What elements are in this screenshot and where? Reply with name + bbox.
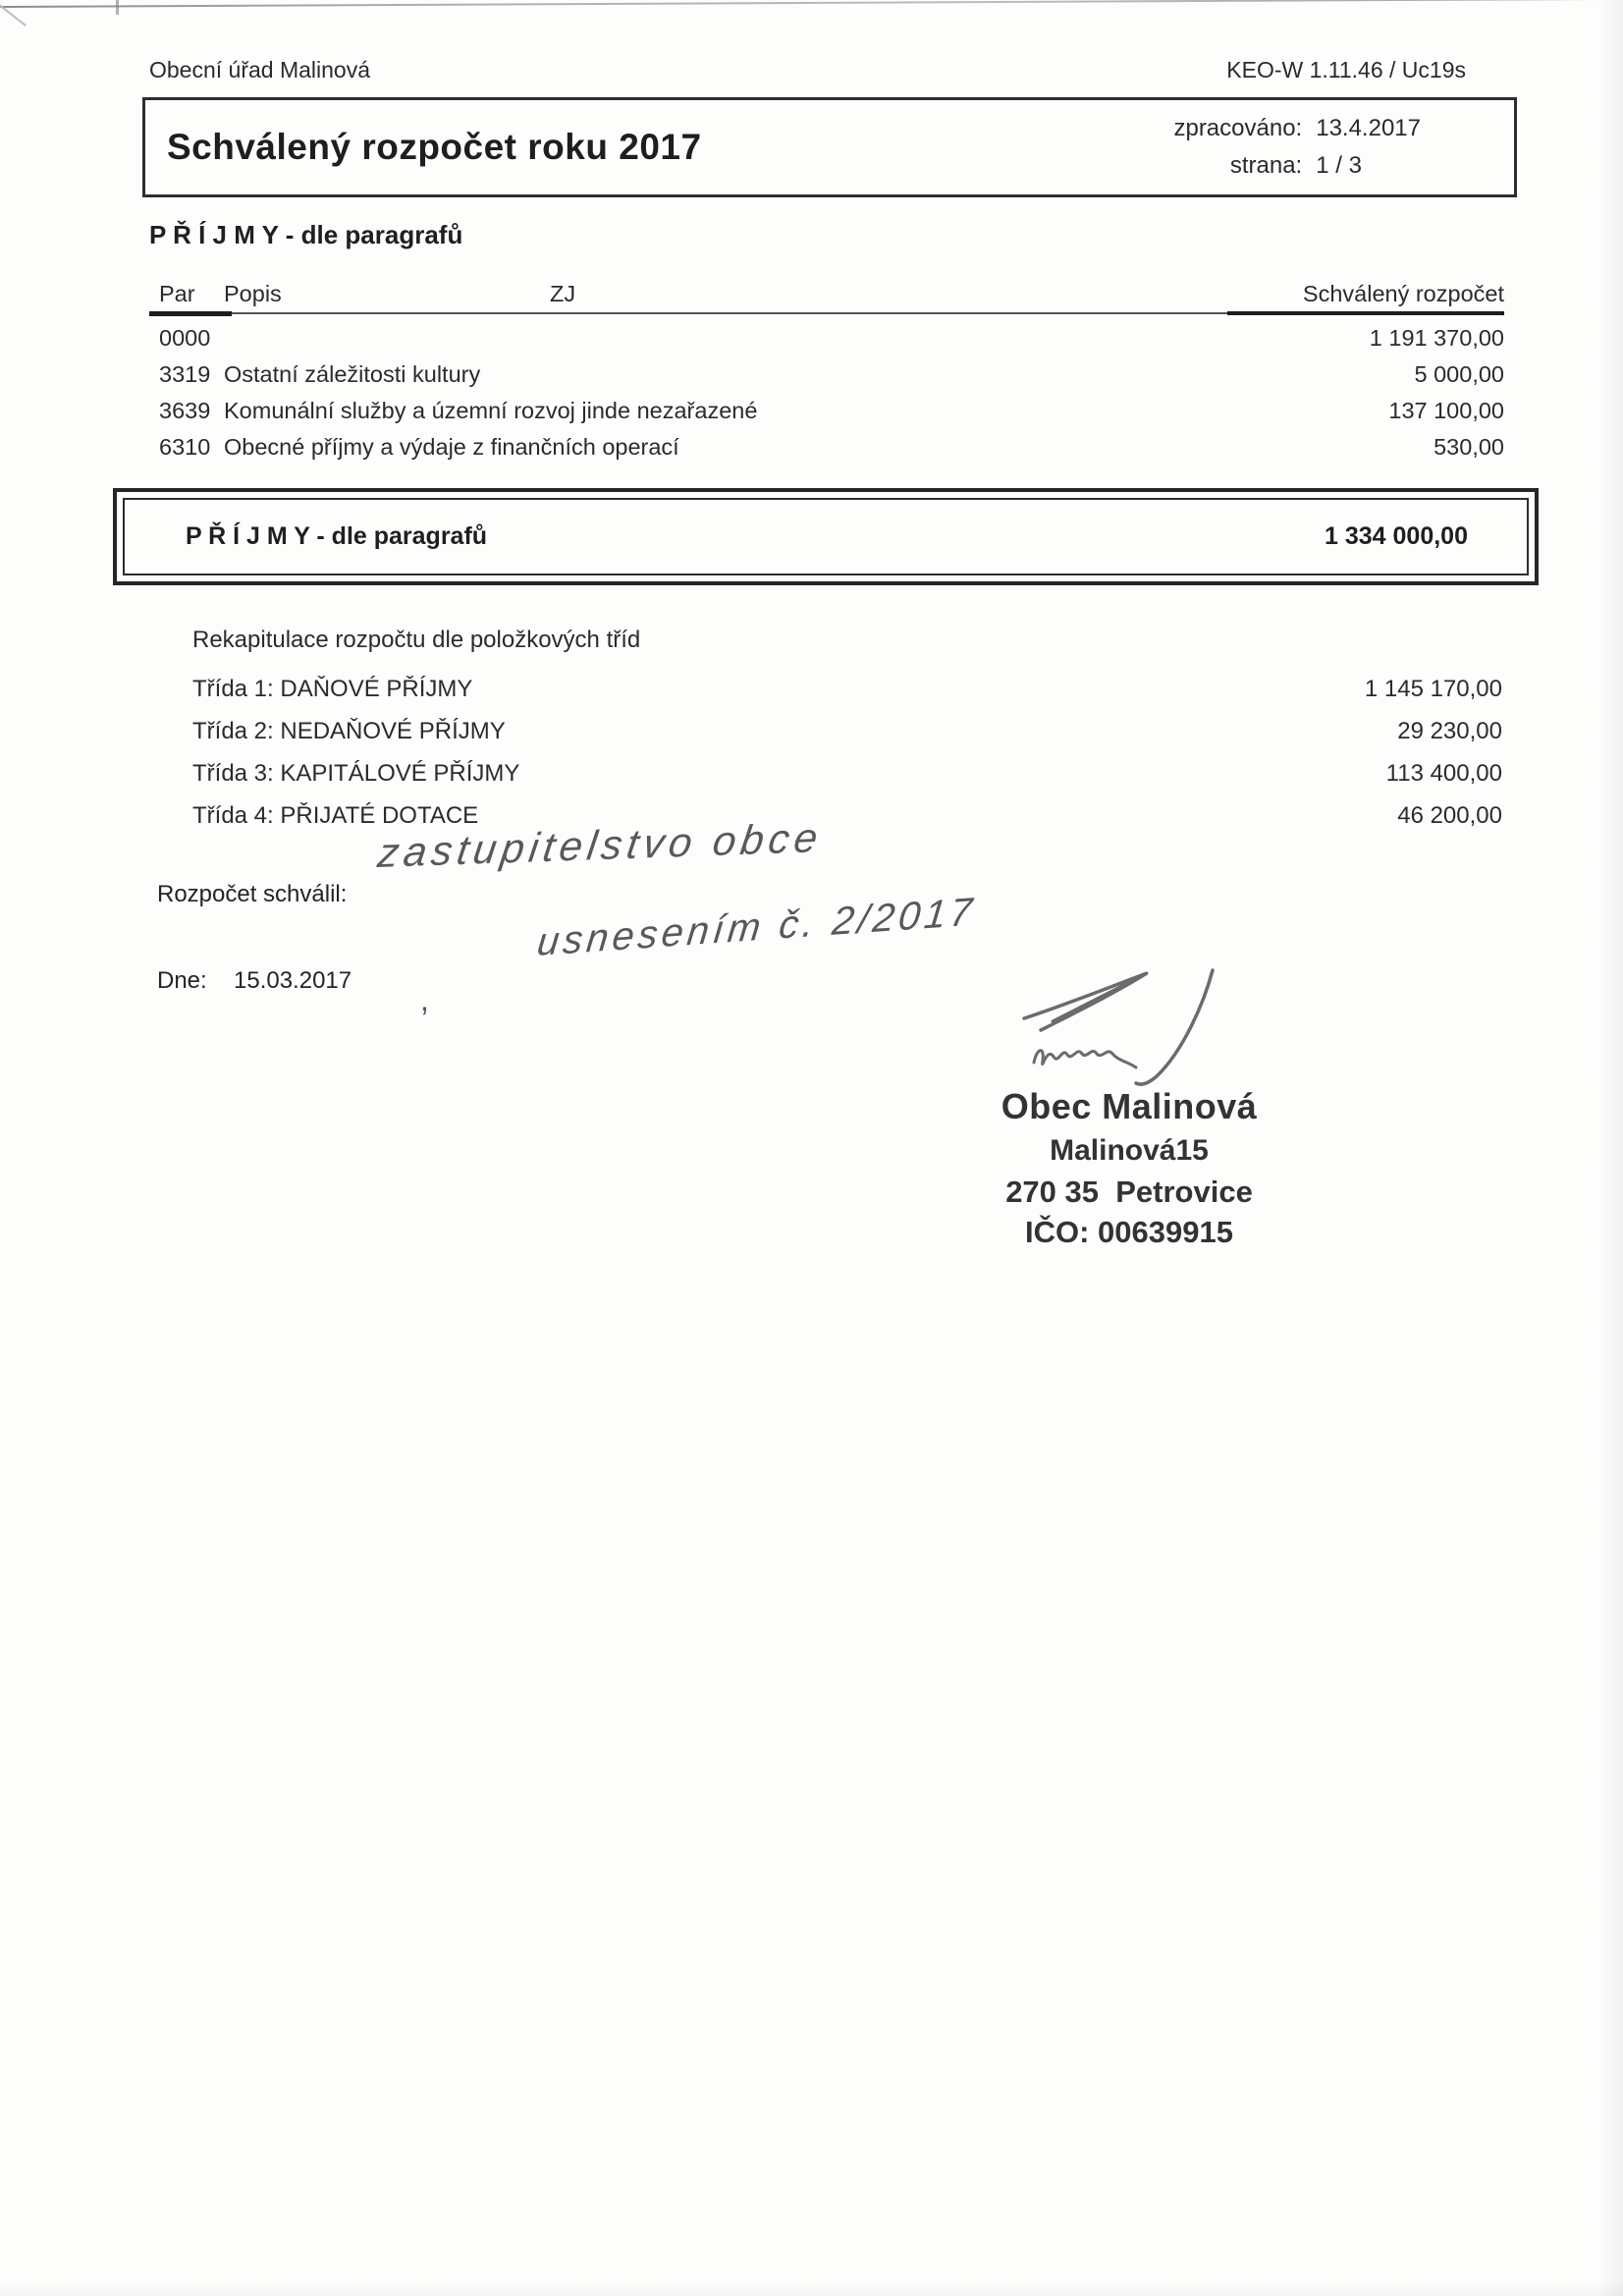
stamp-city-line: 270 35 Petrovice — [1005, 1175, 1253, 1209]
table-body — [149, 325, 1504, 470]
scan-edge-right-shadow — [1597, 0, 1623, 2296]
table-header-rules — [149, 311, 1504, 318]
income-section-heading: P Ř Í J M Y - dle paragrafů — [149, 220, 463, 249]
municipality-stamp — [967, 1086, 1291, 1250]
table-row — [149, 325, 1504, 361]
recap-label: Třída 3: KAPITÁLOVÉ PŘÍJMY — [192, 760, 520, 787]
recap-label: Třída 4: PŘIJATÉ DOTACE — [192, 802, 479, 829]
signature-scribble — [1009, 964, 1255, 1097]
software-version: KEO-W 1.11.46 / Uc19s — [1226, 57, 1466, 82]
resolution-handwriting: usnesením č. 2/2017 — [535, 890, 979, 964]
title-box — [142, 97, 1517, 197]
column-header-amount: Schválený rozpočet — [1302, 281, 1504, 306]
recap-amount: 1 145 170,00 — [1364, 676, 1502, 702]
recap-amount: 113 400,00 — [1385, 760, 1502, 787]
stamp-municipality-name: Obec Malinová — [1001, 1086, 1258, 1126]
stamp-address-line: Malinová15 — [1050, 1134, 1209, 1167]
row-amount: 5 000,00 — [1414, 361, 1504, 387]
handwritten-comma: , — [420, 982, 429, 1017]
column-header-popis: Popis — [224, 281, 282, 306]
row-popis: Komunální služby a územní rozvoj jinde nezařazené — [224, 398, 758, 423]
recap-row — [192, 676, 1502, 718]
income-total-inner — [123, 498, 1529, 575]
table-header — [149, 281, 1504, 311]
table-row — [149, 398, 1504, 434]
column-header-par: Par — [159, 281, 195, 306]
header-rule-amount — [1227, 311, 1504, 315]
document-header — [149, 57, 1466, 83]
scan-artifact-tick — [116, 0, 119, 15]
document-title: Schválený rozpočet roku 2017 — [167, 127, 702, 167]
scan-edge-bottom-shadow — [0, 2282, 1623, 2296]
recap-row — [192, 760, 1502, 802]
row-par: 6310 — [159, 434, 211, 460]
recap-row — [192, 718, 1502, 760]
approved-by-handwriting: zastupitelstvo obce — [375, 813, 826, 876]
row-par: 0000 — [159, 325, 211, 351]
scan-artifact-top-line — [0, 0, 1623, 8]
processed-label: zpracováno: — [1173, 115, 1303, 141]
processing-meta — [1173, 115, 1421, 180]
total-amount: 1 334 000,00 — [1325, 522, 1468, 550]
date-value: 15.03.2017 — [234, 967, 352, 994]
page-label: strana: — [1229, 152, 1303, 179]
table-row — [149, 434, 1504, 470]
table-row — [149, 361, 1504, 398]
row-par: 3319 — [159, 361, 211, 387]
recap-amount: 29 230,00 — [1397, 718, 1502, 744]
recap-label: Třída 2: NEDAŇOVÉ PŘÍJMY — [192, 718, 506, 744]
row-amount: 530,00 — [1434, 434, 1504, 460]
total-label: P Ř Í J M Y - dle paragrafů — [186, 522, 488, 550]
header-rule-middle — [232, 312, 1227, 314]
recap-rows — [192, 676, 1502, 845]
income-table — [149, 281, 1504, 470]
page-number: 1 / 3 — [1316, 152, 1362, 179]
row-amount: 137 100,00 — [1388, 398, 1504, 423]
processed-date: 13.4.2017 — [1316, 115, 1421, 141]
header-rule-par — [149, 311, 232, 316]
date-label: Dne: — [157, 967, 207, 994]
approved-by-label: Rozpočet schválil: — [157, 881, 348, 907]
recap-heading: Rekapitulace rozpočtu dle položkových tříd — [192, 627, 641, 653]
income-total-box — [113, 488, 1539, 585]
row-popis: Ostatní záležitosti kultury — [224, 361, 481, 387]
stamp-ico-line: IČO: 00639915 — [1025, 1215, 1233, 1249]
row-par: 3639 — [159, 398, 211, 423]
recap-label: Třída 1: DAŇOVÉ PŘÍJMY — [192, 676, 473, 702]
row-popis: Obecné příjmy a výdaje z finančních operací — [224, 434, 679, 460]
row-amount: 1 191 370,00 — [1369, 325, 1504, 351]
office-name: Obecní úřad Malinová — [149, 57, 371, 82]
column-header-zj: ZJ — [550, 281, 576, 306]
recap-amount: 46 200,00 — [1397, 802, 1502, 829]
